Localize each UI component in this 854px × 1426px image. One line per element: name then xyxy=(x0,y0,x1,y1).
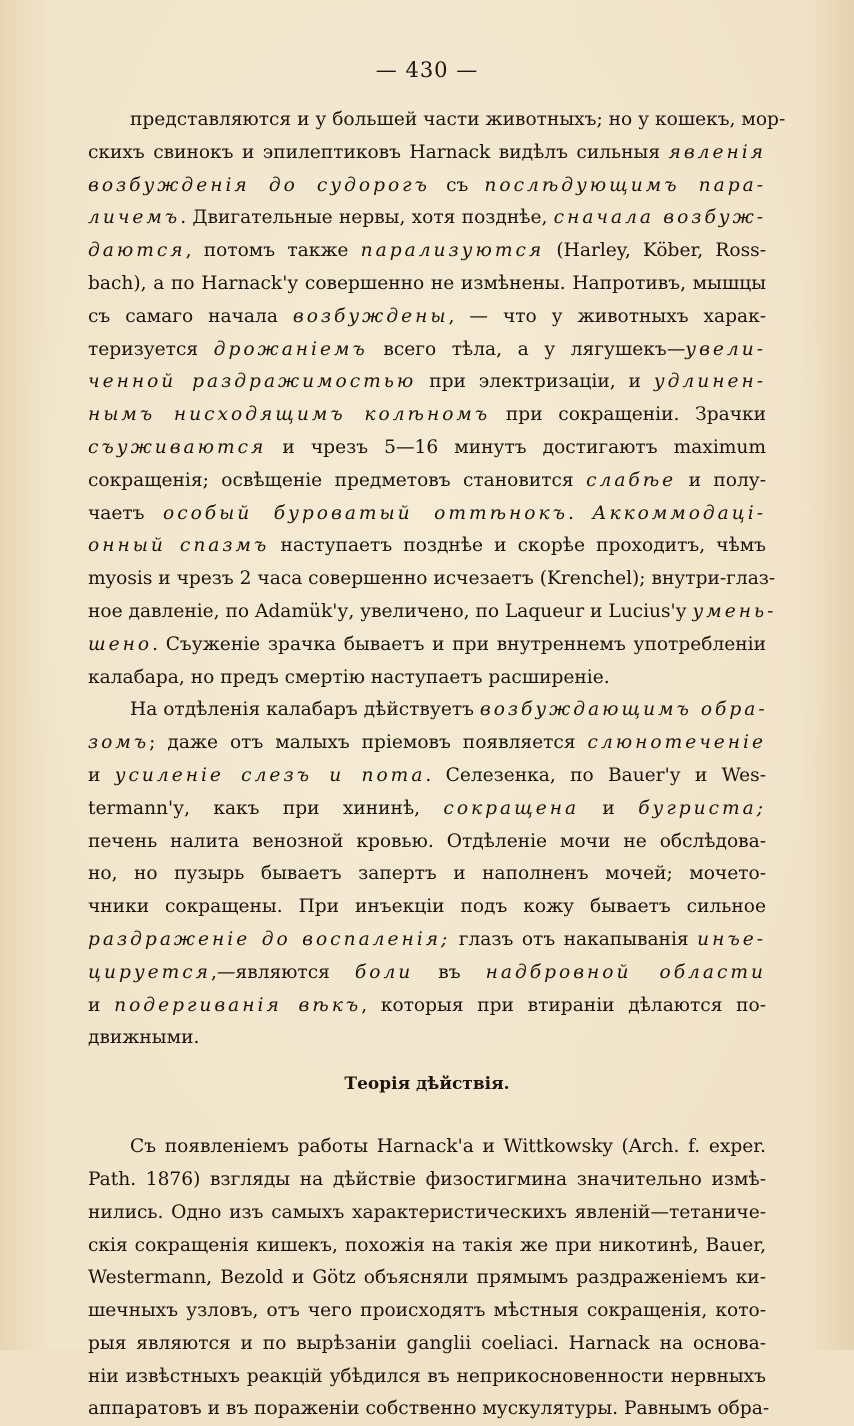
text-run: въ xyxy=(413,961,486,983)
emphasized-run: умень- xyxy=(692,600,777,622)
emphasized-run: подергиванія вѣкъ xyxy=(114,994,362,1016)
emphasized-run: сокращена xyxy=(443,797,580,819)
text-line xyxy=(88,563,776,596)
text-run: bach), а по Harnack'у совершенно не измѣнены. Напротивъ, мышцы xyxy=(88,272,766,294)
text-run: сокращенія; освѣщеніе предметовъ становится xyxy=(88,469,587,491)
emphasized-run: бугриста; xyxy=(638,797,766,819)
text-run: На отдѣленія калабаръ дѣйствуетъ xyxy=(130,699,480,721)
emphasized-run: слабѣе xyxy=(586,469,677,491)
text-run: , потомъ также xyxy=(185,240,361,262)
emphasized-run: усиленіе слезъ и пота xyxy=(114,764,426,786)
text-run: . Съуженіе зрачка бываетъ и при внутреннемъ употребленіи xyxy=(152,633,766,655)
text-line xyxy=(88,268,766,301)
emphasized-run: возбужденія до судорогъ xyxy=(88,174,430,196)
emphasized-run: шено xyxy=(88,633,153,655)
text-line xyxy=(88,137,766,170)
text-line xyxy=(88,202,766,235)
emphasized-run: возбуждающимъ обра- xyxy=(479,699,768,721)
text-line xyxy=(88,170,766,203)
text-run: наступаетъ позднѣе и скорѣе проходитъ, чѣмъ xyxy=(269,535,766,557)
text-run: . Селезенка, по Bauer'у и Wes- xyxy=(425,764,766,786)
text-line xyxy=(88,1295,766,1328)
text-line xyxy=(88,1361,766,1394)
emphasized-run: онный спазмъ xyxy=(88,535,270,557)
text-run: . Двигательные нервы, хотя позднѣе, xyxy=(180,207,554,229)
paragraph xyxy=(88,1131,770,1426)
text-run: и xyxy=(88,764,115,786)
emphasized-run: ченной раздражимостью xyxy=(88,371,417,393)
text-line xyxy=(88,334,766,367)
text-line xyxy=(88,1328,766,1361)
text-run: представляются и у большей части животныхъ; но у кошекъ, мор- xyxy=(130,109,786,130)
emphasized-run: цируется xyxy=(88,961,211,983)
text-run: чаетъ xyxy=(88,502,163,524)
text-run: Path. 1876) взгляды на дѣйствіе физостигмина значительно измѣ- xyxy=(88,1168,766,1190)
text-run: ніи извѣстныхъ реакцій убѣдился въ неприкосновенности нервныхъ xyxy=(88,1365,766,1387)
text-line xyxy=(88,1230,766,1263)
emphasized-run: увели- xyxy=(685,338,767,360)
emphasized-run: парализуются xyxy=(360,240,545,262)
text-run: скія сокращенія кишекъ, похожія на такія же при никотинѣ, Bauer, xyxy=(88,1234,766,1256)
text-run: нились. Одно изъ самыхъ характеристическихъ явленій—тетаниче- xyxy=(88,1201,766,1223)
text-line xyxy=(88,1197,766,1230)
page-number: — 430 — xyxy=(375,58,479,82)
text-run: Съ появленіемъ работы Harnack'a и Wittkowsky (Arch. f. exper. xyxy=(130,1136,766,1158)
text-run: myosis и чрезъ 2 часа совершенно исчезаетъ (Krenchel); внутри-глаз- xyxy=(88,568,776,590)
text-run: чники сокращены. При инъекціи подъ кожу бываетъ сильное xyxy=(88,896,766,918)
text-line xyxy=(88,301,766,334)
text-run: всего тѣла, а у лягушекъ— xyxy=(367,338,686,360)
text-line xyxy=(88,432,766,465)
text-line xyxy=(88,1022,766,1055)
emphasized-run: нымъ нисходящимъ колѣномъ xyxy=(88,404,491,426)
text-run: съ xyxy=(429,174,485,196)
text-line xyxy=(88,1262,766,1295)
text-line xyxy=(88,727,766,760)
body-text-top xyxy=(88,104,786,1055)
emphasized-run: дрожаніемъ xyxy=(213,338,368,360)
text-line xyxy=(88,858,766,891)
text-run: калабара, но предъ смертію наступаетъ расширеніе. xyxy=(88,666,610,688)
text-run: ное давленіе, по Adamük'у, увеличено, по Laqueur и Lucius'у xyxy=(88,600,693,622)
body-text-bottom xyxy=(88,1131,770,1426)
emphasized-run: возбуждены xyxy=(292,305,449,327)
emphasized-run: зомъ xyxy=(88,732,150,754)
text-line xyxy=(88,924,766,957)
text-run: при электризаціи, и xyxy=(416,371,654,393)
text-run: но, но пузырь бываетъ запертъ и наполненъ мочей; мочето- xyxy=(88,863,766,885)
paragraph xyxy=(88,104,786,694)
text-line xyxy=(88,826,766,859)
emphasized-run: даются xyxy=(88,240,186,262)
text-line xyxy=(88,366,766,399)
emphasized-run: удлинен- xyxy=(653,371,766,393)
emphasized-run: Аккоммодаці- xyxy=(592,502,766,524)
text-run: скихъ свинокъ и эпилептиковъ Harnack видѣлъ сильныя xyxy=(88,141,669,163)
emphasized-run: съуживаются xyxy=(88,436,267,458)
text-run: съ самаго начала xyxy=(88,305,293,327)
text-run: . xyxy=(567,502,593,524)
text-run: ; даже отъ малыхъ пріемовъ появляется xyxy=(149,732,588,754)
section-heading: Теорія дѣйствія. xyxy=(344,1074,510,1095)
text-run: и полу- xyxy=(676,469,767,491)
text-run: аппаратовъ и въ пораженіи собственно мускулятуры. Равнымъ обра- xyxy=(88,1398,770,1420)
text-line xyxy=(88,498,766,531)
text-line xyxy=(88,399,766,432)
text-run: (Harley, Köber, Ross- xyxy=(544,240,766,262)
text-line xyxy=(88,760,766,793)
emphasized-run: личемъ xyxy=(88,207,181,229)
text-run: , которыя при втираніи дѣлаются по- xyxy=(361,994,767,1016)
emphasized-run: явленія xyxy=(668,141,766,163)
text-line xyxy=(88,1393,770,1426)
text-run: и xyxy=(88,994,115,1016)
text-run: движными. xyxy=(88,1027,200,1049)
emphasized-run: боли xyxy=(354,961,414,983)
text-line xyxy=(88,694,766,727)
text-run: при сокращеніи. Зрачки xyxy=(490,404,767,426)
text-run: печень налита венозной кровью. Отдѣленіе мочи не обслѣдова- xyxy=(88,830,766,852)
text-run: шечныхъ узловъ, отъ чего происходятъ мѣстныя сокращенія, кото- xyxy=(88,1300,766,1322)
text-run: Westermann, Bezold и Götz объясняли прямымъ раздраженіемъ ки- xyxy=(88,1267,766,1289)
text-run: и чрезъ 5—16 минутъ достигаютъ maximum xyxy=(266,436,766,458)
text-line xyxy=(88,104,786,137)
text-line xyxy=(88,1164,766,1197)
text-run: , — что у животныхъ харак- xyxy=(448,305,766,327)
emphasized-run: надбровной области xyxy=(485,961,766,983)
emphasized-run: слюнотеченіе xyxy=(587,732,766,754)
text-line xyxy=(88,891,766,924)
text-line xyxy=(88,990,766,1023)
text-line xyxy=(88,662,766,695)
text-line xyxy=(88,235,766,268)
text-line xyxy=(88,530,766,563)
text-line xyxy=(88,793,766,826)
emphasized-run: сначала возбуж- xyxy=(553,207,766,229)
emphasized-run: особый буроватый оттѣнокъ xyxy=(163,502,568,524)
emphasized-run: раздраженіе до воспаленія; xyxy=(88,928,451,950)
emphasized-run: послѣдующимъ пара- xyxy=(484,174,766,196)
paragraph xyxy=(88,694,766,1055)
text-run: и xyxy=(579,797,639,819)
text-run: теризуется xyxy=(88,338,214,360)
text-run: глазъ отъ накапыванія xyxy=(450,928,698,950)
emphasized-run: инъе- xyxy=(697,928,766,950)
text-line xyxy=(88,465,766,498)
text-run: ,—являются xyxy=(211,961,355,983)
text-line xyxy=(88,629,766,662)
text-line xyxy=(88,596,777,629)
text-line xyxy=(88,957,766,990)
text-run: рыя являются и по вырѣзаніи ganglii coeliaci. Harnack на основа- xyxy=(88,1332,766,1354)
text-line xyxy=(88,1131,766,1164)
text-run: termann'у, какъ при хининѣ, xyxy=(88,797,444,819)
